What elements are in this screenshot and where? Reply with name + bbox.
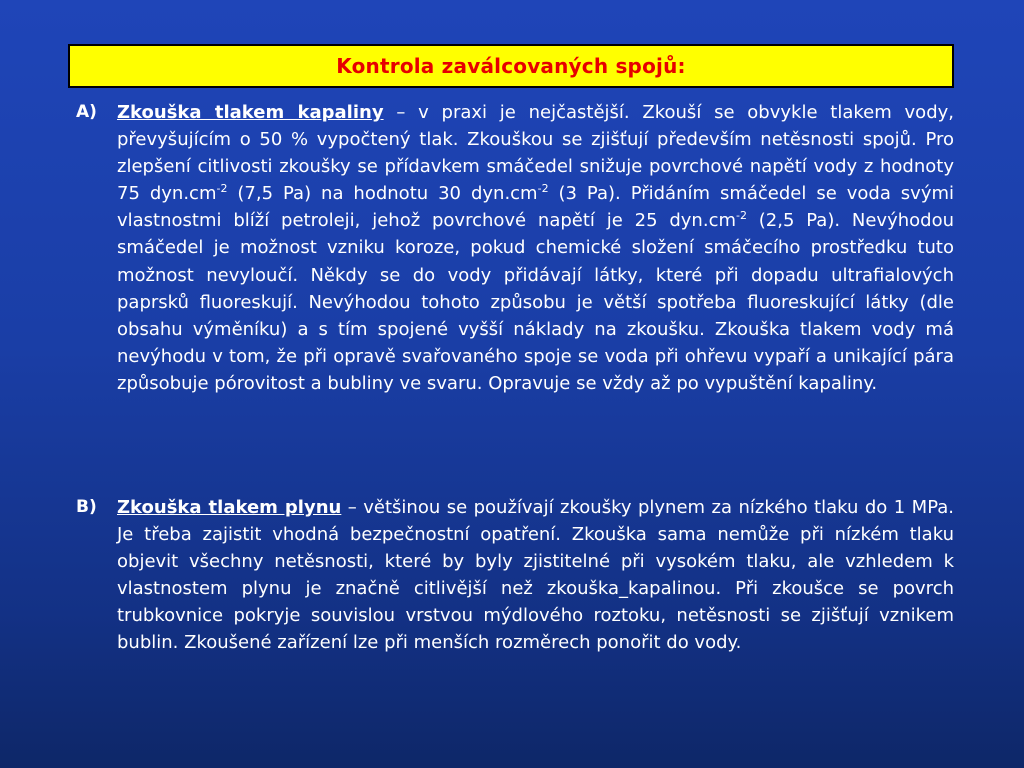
section-a-sup-3: -2 [736,209,747,223]
section-a-sup-2: -2 [537,182,549,196]
section-a-text-1: – v praxi je nejčastější. Zkouší se obvykle tlakem vody, převyšujícím o 50 % vypočtený tlak. Zkouškou se zjišťují především netěsnosti spojů. Pro zlepšení citlivosti zkoušky se přídavkem smáčedel snižuje povrchové napětí vody z hodnoty 75 dyn.cm [117,102,954,205]
section-a-marker: A) [76,102,97,122]
section-a-text-4: (2,5 Pa). Nevýhodou smáčedel je možnost vzniku koroze, pokud chemické složení smáčecího prostředku tuto možnost nevyloučí. Někdy se do vody přidávají látky, které při dopadu ultrafialových paprsků fluoreskují. Nevýhodou tohoto způsobu je větší spotřeba fluoreskující látky (dle obsahu výměníku) a s tím spojené vyšší náklady na zkoušku. Zkouška tlakem vody má nevýhodu v tom, že při opravě svařovaného spoje se voda při ohřevu vypaří a unikající pára způsobuje pórovitost a bubliny ve svaru. Opravuje se vždy až po vypuštění kapaliny. [117,210,954,394]
section-b [76,494,954,657]
section-a-sup-1: -2 [216,182,228,196]
section-b-marker: B) [76,497,97,517]
section-a-text [117,99,954,397]
section-a-term: Zkouška tlakem kapaliny [117,102,384,123]
section-a-text-3: (3 Pa). Přidáním smáčedel se voda svými vlastnostmi blíží petroleji, jehož povrchové napětí je 25 dyn.cm [117,183,955,232]
section-b-text-1: – většinou se používají zkoušky plynem za nízkého tlaku do 1 MPa. Je třeba zajistit vhodná bezpečnostní opatření. Zkouška sama nemůže při nízkém tlaku objevit všechny netěsnosti, které by byly zjistitelné při vysokém tlaku, ale vzhledem k vlastnostem plynu je značně citlivější než zkouška_kapalinou. Při zkoušce se povrch trubkovnice pokryje souvislou vrstvou mýdlového roztoku, netěsnosti se zjišťují vznikem bublin. Zkoušené zařízení lze při menších rozměrech ponořit do vody. [117,497,954,654]
section-b-term: Zkouška tlakem plynu [117,497,342,518]
section-a [76,99,954,397]
slide-title: Kontrola zaválcovaných spojů: [336,54,686,78]
title-box [68,44,954,88]
section-a-text-2: (7,5 Pa) na hodnotu 30 dyn.cm [227,183,538,205]
section-b-text [117,494,954,657]
